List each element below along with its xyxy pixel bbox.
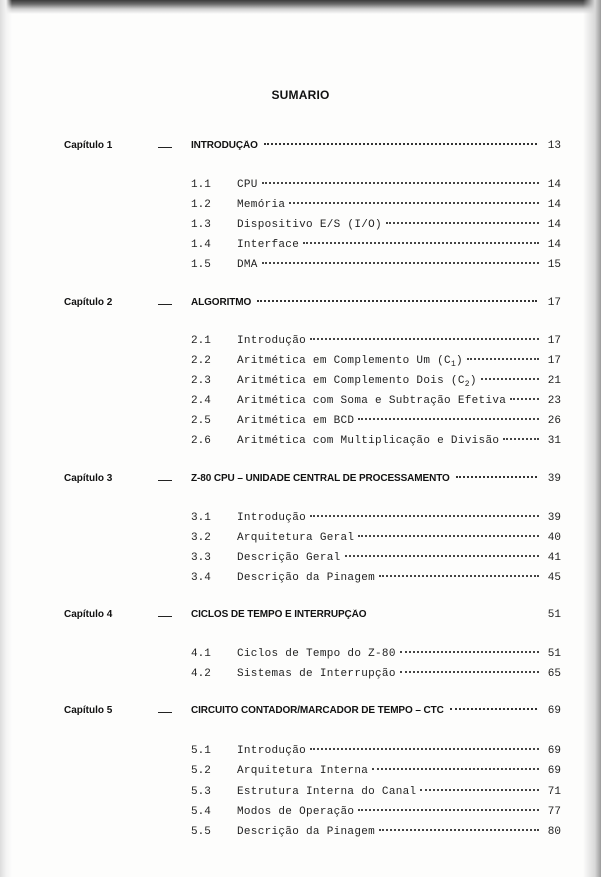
dot-leader xyxy=(264,142,537,145)
section-title: Aritmética em BCD xyxy=(237,415,355,427)
section-title: Memória xyxy=(237,199,286,211)
chapter-title: Z-80 CPU – UNIDADE CENTRAL DE PROCESSAMENTO xyxy=(191,473,450,484)
section-number: 2.5 xyxy=(191,415,211,427)
section-number: 4.1 xyxy=(191,648,211,660)
chapter-heading xyxy=(191,297,561,309)
toc-entry xyxy=(191,806,561,818)
section-title: Descrição da Pinagem xyxy=(237,572,376,584)
chapter-heading xyxy=(191,609,561,621)
scan-right-edge xyxy=(583,0,601,877)
section-title: Descrição da Pinagem xyxy=(237,826,376,838)
section-number: 1.2 xyxy=(191,199,211,211)
chapter-page-number: 17 xyxy=(547,297,561,309)
section-page-number: 17 xyxy=(547,335,561,347)
section-page-number: 51 xyxy=(547,648,561,660)
chapter-label: Capítulo 1 xyxy=(64,140,113,151)
dot-leader xyxy=(481,377,539,380)
dot-leader xyxy=(310,337,539,340)
section-number: 4.2 xyxy=(191,668,211,680)
toc-entry xyxy=(191,668,561,680)
section-page-number: 21 xyxy=(547,375,561,387)
dot-leader xyxy=(503,437,539,440)
toc-entry xyxy=(191,199,561,211)
dot-leader xyxy=(386,221,539,224)
dot-leader xyxy=(456,475,537,478)
chapter-heading xyxy=(191,473,561,485)
section-page-number: 14 xyxy=(547,219,561,231)
section-page-number: 23 xyxy=(547,395,561,407)
chapter-dash xyxy=(158,147,172,148)
section-page-number: 40 xyxy=(547,532,561,544)
section-page-number: 14 xyxy=(547,179,561,191)
dot-leader xyxy=(379,574,539,577)
section-page-number: 71 xyxy=(547,786,561,798)
toc-entry xyxy=(191,179,561,191)
chapter-label: Capítulo 4 xyxy=(64,609,113,620)
chapter-page-number: 51 xyxy=(547,609,561,621)
chapter-dash xyxy=(158,616,172,617)
section-number: 5.2 xyxy=(191,765,211,777)
section-page-number: 41 xyxy=(547,552,561,564)
page-title: SUMARIO xyxy=(271,88,330,102)
toc-entry xyxy=(191,435,561,447)
toc-entry xyxy=(191,572,561,584)
section-title: Descrição Geral xyxy=(237,552,341,564)
toc-entry xyxy=(191,415,561,427)
chapter-title: CICLOS DE TEMPO E INTERRUPÇÃO xyxy=(191,609,367,620)
toc-entry xyxy=(191,335,561,347)
section-page-number: 14 xyxy=(547,199,561,211)
chapter-title: CIRCUITO CONTADOR/MARCADOR DE TEMPO – CTC xyxy=(191,705,444,716)
dot-leader xyxy=(358,534,539,537)
dot-leader xyxy=(379,828,539,831)
section-page-number: 80 xyxy=(547,826,561,838)
toc-entry xyxy=(191,745,561,757)
dot-leader xyxy=(510,397,539,400)
section-page-number: 39 xyxy=(547,512,561,524)
dot-leader xyxy=(372,767,539,770)
section-page-number: 77 xyxy=(547,806,561,818)
toc-entry xyxy=(191,532,561,544)
toc-entry xyxy=(191,395,561,407)
section-title: Dispositivo E/S (I/O) xyxy=(237,219,382,231)
section-number: 5.3 xyxy=(191,786,211,798)
section-page-number: 69 xyxy=(547,745,561,757)
dot-leader xyxy=(257,299,537,302)
dot-leader xyxy=(310,747,539,750)
section-title: Modos de Operação xyxy=(237,806,355,818)
section-page-number: 14 xyxy=(547,239,561,251)
section-title: Aritmética com Multiplicação e Divisão xyxy=(237,435,500,447)
chapter-label: Capítulo 3 xyxy=(64,473,113,484)
dot-leader xyxy=(372,613,537,614)
section-page-number: 17 xyxy=(547,355,561,367)
scan-top-edge xyxy=(0,0,601,14)
section-title: Interface xyxy=(237,239,300,251)
toc-entry xyxy=(191,259,561,271)
dot-leader xyxy=(310,514,539,517)
dot-leader xyxy=(400,650,539,653)
section-page-number: 31 xyxy=(547,435,561,447)
chapter-heading xyxy=(191,140,561,152)
chapter-title: ALGORITMO xyxy=(191,297,252,308)
section-number: 5.5 xyxy=(191,826,211,838)
section-title: Arquitetura Interna xyxy=(237,765,369,777)
section-number: 3.2 xyxy=(191,532,211,544)
dot-leader xyxy=(303,241,539,244)
section-title: Arquitetura Geral xyxy=(237,532,355,544)
section-number: 1.4 xyxy=(191,239,211,251)
section-number: 3.4 xyxy=(191,572,211,584)
section-title: Ciclos de Tempo do Z-80 xyxy=(237,648,396,660)
section-title: Introdução xyxy=(237,745,307,757)
toc-entry xyxy=(191,765,561,777)
section-page-number: 69 xyxy=(547,765,561,777)
dot-leader xyxy=(262,261,539,264)
section-number: 2.2 xyxy=(191,355,211,367)
section-number: 5.4 xyxy=(191,806,211,818)
chapter-heading xyxy=(191,705,561,717)
toc-entry xyxy=(191,355,561,369)
section-title: Introdução xyxy=(237,335,307,347)
section-number: 1.5 xyxy=(191,259,211,271)
section-title: Aritmética com Soma e Subtração Efetiva xyxy=(237,395,507,407)
section-page-number: 26 xyxy=(547,415,561,427)
section-number: 1.3 xyxy=(191,219,211,231)
section-number: 2.6 xyxy=(191,435,211,447)
dot-leader xyxy=(345,554,539,557)
section-number: 2.1 xyxy=(191,335,211,347)
toc-entry xyxy=(191,552,561,564)
chapter-page-number: 69 xyxy=(547,705,561,717)
dot-leader xyxy=(467,357,539,360)
dot-leader xyxy=(289,201,539,204)
chapter-label: Capítulo 2 xyxy=(64,297,113,308)
section-number: 2.4 xyxy=(191,395,211,407)
section-number: 3.3 xyxy=(191,552,211,564)
chapter-title: INTRODUÇÃO xyxy=(191,140,258,151)
chapter-dash xyxy=(158,712,172,713)
section-number: 5.1 xyxy=(191,745,211,757)
section-page-number: 65 xyxy=(547,668,561,680)
section-page-number: 45 xyxy=(547,572,561,584)
dot-leader xyxy=(420,788,539,791)
chapter-page-number: 39 xyxy=(547,473,561,485)
chapter-dash xyxy=(158,480,172,481)
section-page-number: 15 xyxy=(547,259,561,271)
toc-entry xyxy=(191,648,561,660)
section-number: 3.1 xyxy=(191,512,211,524)
section-title: CPU xyxy=(237,179,258,191)
chapter-label: Capítulo 5 xyxy=(64,705,113,716)
dot-leader xyxy=(450,707,537,710)
toc-entry xyxy=(191,375,561,389)
toc-entry xyxy=(191,512,561,524)
section-number: 1.1 xyxy=(191,179,211,191)
section-title: Estrutura Interna do Canal xyxy=(237,786,417,798)
section-title: Aritmética em Complemento Dois $(C_2)$ xyxy=(237,375,477,390)
dot-leader xyxy=(358,808,539,811)
dot-leader xyxy=(358,417,539,420)
dot-leader xyxy=(400,670,539,673)
section-title: Aritmética em Complemento Um $(C_1)$ xyxy=(237,355,463,370)
section-title: Introdução xyxy=(237,512,307,524)
section-title: DMA xyxy=(237,259,258,271)
toc-entry xyxy=(191,239,561,251)
toc-entry xyxy=(191,219,561,231)
section-number: 2.3 xyxy=(191,375,211,387)
toc-entry xyxy=(191,786,561,798)
dot-leader xyxy=(262,181,539,184)
chapter-page-number: 13 xyxy=(547,140,561,152)
scan-left-edge xyxy=(0,0,12,877)
chapter-dash xyxy=(158,304,172,305)
section-title: Sistemas de Interrupção xyxy=(237,668,396,680)
toc-entry xyxy=(191,826,561,838)
